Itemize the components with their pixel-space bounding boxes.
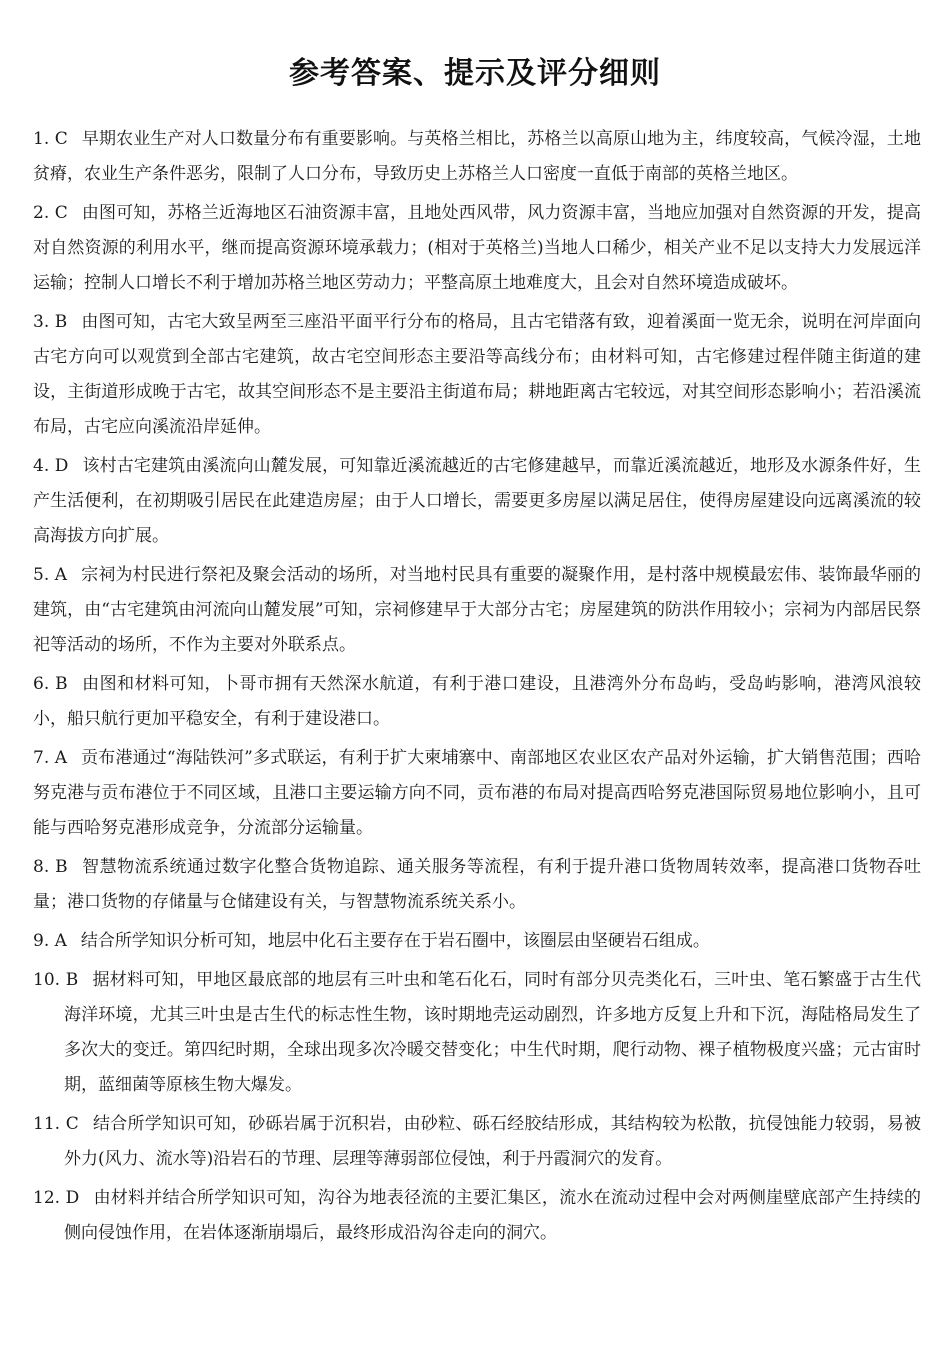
answer-explanation: 由图可知，苏格兰近海地区石油资源丰富，且地处西风带，风力资源丰富，当地应加强对自然资源的开发，提高对自然资源的利用水平，继而提高资源环境承载力；(相对于英格兰)当地人口稀少，相关产业不足以支持大力发展远洋运输；控制人口增长不利于增加苏格兰地区劳动力；平整高原土地难度大，且会对自然环境造成破坏。 <box>33 203 921 293</box>
answer-explanation: 由图和材料可知，卜哥市拥有天然深水航道，有利于港口建设，且港湾外分布岛屿，受岛屿影响，港湾风浪较小，船只航行更加平稳安全，有利于建设港口。 <box>33 674 921 729</box>
answer-item <box>33 963 921 1103</box>
answer-item <box>33 924 921 959</box>
answer-number: 1. C <box>33 129 68 149</box>
answer-number: 4. D <box>33 456 69 476</box>
page-title: 参考答案、提示及评分细则 <box>289 56 661 91</box>
answer-number: 8. B <box>33 857 68 877</box>
answer-item <box>33 667 921 737</box>
answer-number: 9. A <box>33 931 67 951</box>
answer-explanation: 智慧物流系统通过数字化整合货物追踪、通关服务等流程，有利于提升港口货物周转效率，提高港口货物吞吐量；港口货物的存储量与仓储建设有关，与智慧物流系统关系小。 <box>33 857 921 912</box>
answer-number: 3. B <box>33 312 68 332</box>
answer-item <box>33 558 921 663</box>
answer-number: 6. B <box>33 674 68 694</box>
answer-item <box>33 305 921 445</box>
answer-explanation: 贡布港通过“海陆铁河”多式联运，有利于扩大柬埔寨中、南部地区农业区农产品对外运输，扩大销售范围；西哈努克港与贡布港位于不同区域，且港口主要运输方向不同，贡布港的布局对提高西哈努克港国际贸易地位影响小，且可能与西哈努克港形成竞争，分流部分运输量。 <box>33 748 921 838</box>
answer-item <box>33 1181 921 1251</box>
answer-number: 11. C <box>33 1114 79 1134</box>
answer-explanation: 结合所学知识可知，砂砾岩属于沉积岩，由砂粒、砾石经胶结形成，其结构较为松散，抗侵蚀能力较弱，易被外力(风力、流水等)沿岩石的节理、层理等薄弱部位侵蚀，利于丹霞洞穴的发育。 <box>64 1114 921 1169</box>
answer-explanation: 据材料可知，甲地区最底部的地层有三叶虫和笔石化石，同时有部分贝壳类化石，三叶虫、笔石繁盛于古生代海洋环境，尤其三叶虫是古生代的标志性生物，该时期地壳运动剧烈，许多地方反复上升和下沉，海陆格局发生了多次大的变迁。第四纪时期，全球出现多次冷暖交替变化；中生代时期，爬行动物、裸子植物极度兴盛；元古宙时期，蓝细菌等原核生物大爆发。 <box>64 970 921 1095</box>
answer-item <box>33 1107 921 1177</box>
answer-explanation: 早期农业生产对人口数量分布有重要影响。与英格兰相比，苏格兰以高原山地为主，纬度较高，气候冷湿，土地贫瘠，农业生产条件恶劣，限制了人口分布，导致历史上苏格兰人口密度一直低于南部的英格兰地区。 <box>33 129 921 184</box>
answer-explanation: 由图可知，古宅大致呈两至三座沿平面平行分布的格局，且古宅错落有致，迎着溪面一览无余，说明在河岸面向古宅方向可以观赏到全部古宅建筑，故古宅空间形态主要沿等高线分布；由材料可知，古宅修建过程伴随主街道的建设，主街道形成晚于古宅，故其空间形态不是主要沿主街道布局；耕地距离古宅较远，对其空间形态影响小；若沿溪流布局，古宅应向溪流沿岸延伸。 <box>33 312 922 437</box>
answer-number: 5. A <box>33 565 68 585</box>
answer-number: 12. D <box>33 1188 80 1208</box>
answer-number: 7. A <box>33 748 68 768</box>
answer-explanation: 结合所学知识分析可知，地层中化石主要存在于岩石圈中，该圈层由坚硬岩石组成。 <box>80 931 710 951</box>
answer-number: 10. B <box>33 970 79 990</box>
answer-item <box>33 449 921 554</box>
answer-explanation: 该村古宅建筑由溪流向山麓发展，可知靠近溪流越近的古宅修建越早，而靠近溪流越近，地形及水源条件好，生产生活便利，在初期吸引居民在此建造房屋；由于人口增长，需要更多房屋以满足居住，使得房屋建设向远离溪流的较高海拔方向扩展。 <box>33 456 921 546</box>
answer-item <box>33 122 921 192</box>
answer-explanation: 宗祠为村民进行祭祀及聚会活动的场所，对当地村民具有重要的凝聚作用，是村落中规模最宏伟、装饰最华丽的建筑，由“古宅建筑由河流向山麓发展”可知，宗祠修建早于大部分古宅；房屋建筑的防洪作用较小；宗祠为内部居民祭祀等活动的场所，不作为主要对外联系点。 <box>33 565 921 655</box>
answer-list <box>33 122 921 1255</box>
answer-item <box>33 850 921 920</box>
answer-number: 2. C <box>33 203 68 223</box>
page-bottom-crop <box>0 1289 950 1345</box>
answer-item <box>33 196 921 301</box>
answer-explanation: 由材料并结合所学知识可知，沟谷为地表径流的主要汇集区，流水在流动过程中会对两侧崖壁底部产生持续的侧向侵蚀作用，在岩体逐渐崩塌后，最终形成沿沟谷走向的洞穴。 <box>64 1188 922 1243</box>
answer-item <box>33 741 921 846</box>
